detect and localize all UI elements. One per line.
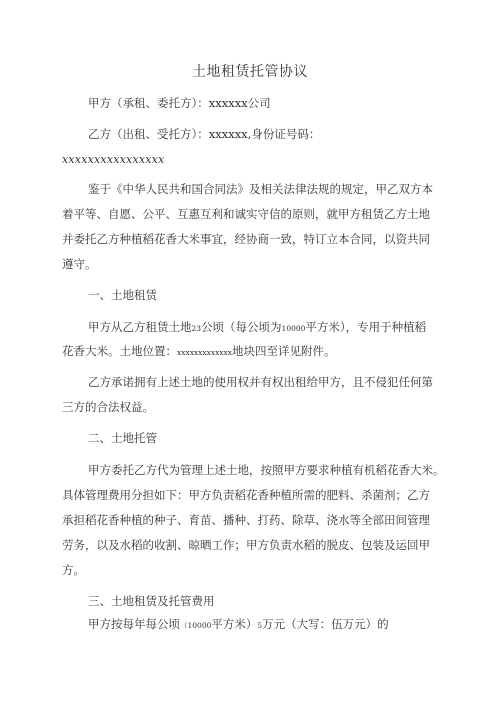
section-2-line-5: 方。 (62, 563, 85, 577)
preamble-line-1: 鉴于《中华人民共和国合同法》及相关法律法规的规定，甲乙双方本 (88, 182, 433, 196)
section-1-text: 地块四至详见附件。 (232, 344, 336, 358)
section-2-line-1: 甲方委托乙方代为管理上述土地，按照甲方要求种植有机稻花香大米。 (88, 463, 445, 477)
section-1-para-2-line-2: 三方的合法权益。 (62, 400, 154, 414)
section-1-para-2-line-1: 乙方承诺拥有上述土地的使用权并有权出租给甲方，且不侵犯任何第 (88, 375, 433, 389)
party-a-line: 甲方（承租、委托方）：xxxxxx公司 (88, 96, 271, 110)
land-location-value: xxxxxxxxxxxxx (177, 348, 232, 357)
section-3-text: 万元（大写：伍万元）的 (262, 617, 389, 631)
hectare-unit-value: （10000 (180, 621, 212, 630)
section-3-line-1 (88, 615, 442, 635)
section-3-text: 平方米） (211, 617, 258, 631)
party-b-id-number: xxxxxxxxxxxxxxxx (62, 153, 165, 166)
section-2-line-2: 具体管理费用分担如下：甲方负责稻花香种植所需的肥料、杀菌剂；乙方 (62, 488, 430, 502)
section-1-text: 平方米），专用于种植稻 (305, 320, 427, 334)
preamble-line-2: 着平等、自愿、公平、互惠互利和诚实守信的原则，就甲方租赁乙方土地 (62, 207, 430, 221)
document-title: 土地租赁托管协议 (192, 64, 308, 80)
preamble-line-4: 遵守。 (62, 257, 97, 271)
land-area-value: 23 (191, 324, 202, 333)
party-b-line: 乙方（出租、受托方）：xxxxxx,身份证号码： (88, 127, 321, 141)
section-2-line-4: 劳务，以及水稻的收割、晾晒工作；甲方负责水稻的脱皮、包装及运回甲 (62, 538, 430, 552)
section-2-heading: 二、土地托管 (88, 431, 157, 445)
section-1-para-1-line-1 (88, 318, 442, 338)
hectare-unit-value: 10000 (281, 324, 306, 333)
section-2-line-3: 承担稻花香种植的种子、育苗、播种、打药、除草、浇水等全部田间管理 (62, 513, 430, 527)
section-1-para-1-line-2 (62, 342, 442, 362)
section-3-text: 甲方按每年每公顷 (88, 617, 180, 631)
fee-amount-value: 5 (257, 621, 263, 630)
section-3-heading: 三、土地租赁及托管费用 (88, 594, 215, 608)
section-1-text: 公顷（每公顷为 (201, 320, 282, 334)
section-1-heading: 一、土地租赁 (88, 288, 157, 302)
section-1-text: 甲方从乙方租赁土地 (88, 320, 192, 334)
section-1-text: 花香大米。土地位置： (62, 344, 177, 358)
preamble-line-3: 并委托乙方种植稻花香大米事宜，经协商一致，特订立本合同，以资共同 (62, 232, 430, 246)
